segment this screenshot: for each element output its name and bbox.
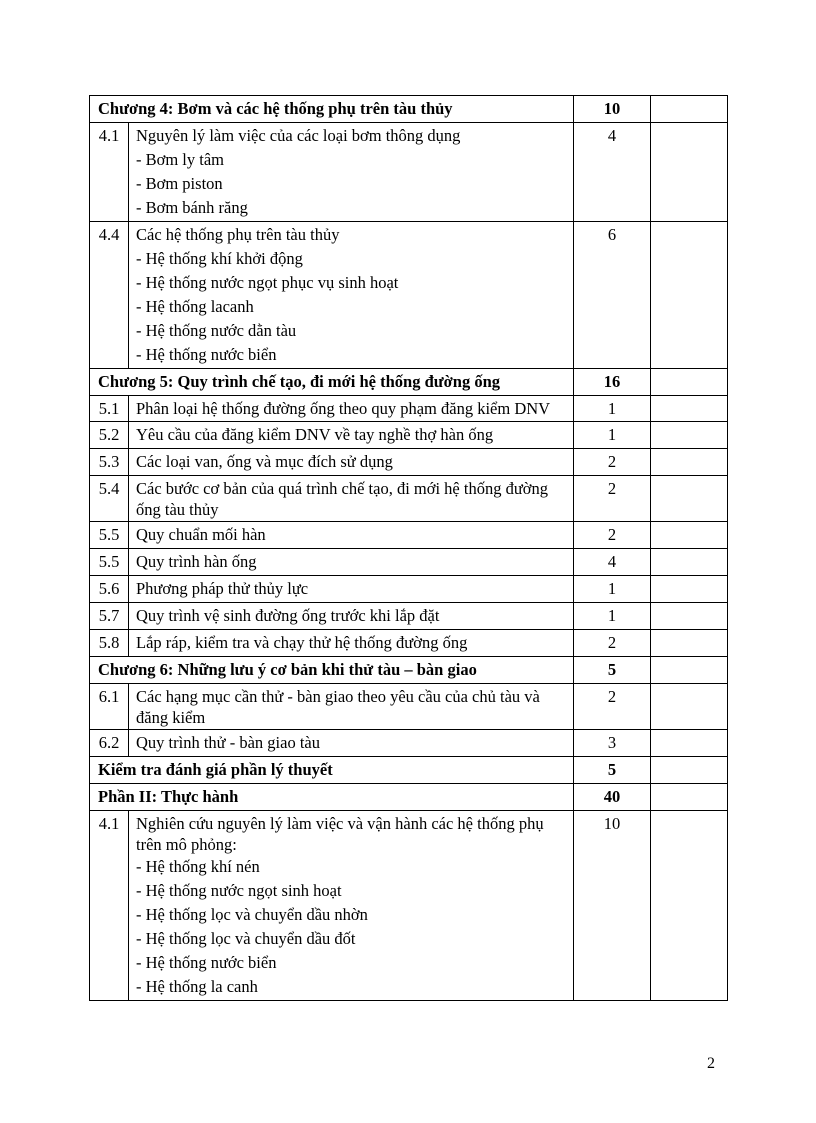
section-content xyxy=(129,630,574,657)
section-title: Các bước cơ bản của quá trình chế tạo, đi mới hệ thống đường ống tàu thủy xyxy=(136,479,549,519)
list-item: - Hệ thống khí khởi động xyxy=(136,249,303,268)
section-content xyxy=(129,123,574,222)
section-content xyxy=(129,449,574,476)
table-row xyxy=(90,449,728,476)
section-title: Yêu cầu của đăng kiểm DNV về tay nghề thợ hàn ống xyxy=(136,425,494,444)
chapter-row xyxy=(90,757,728,784)
chapter-title: Phần II: Thực hành xyxy=(90,784,574,811)
section-code: 6.1 xyxy=(90,684,129,730)
list-item: - Hệ thống lacanh xyxy=(136,297,254,316)
hours-cell: 4 xyxy=(574,123,651,222)
table-row xyxy=(90,549,728,576)
hours-cell: 16 xyxy=(574,369,651,396)
section-content xyxy=(129,422,574,449)
section-content xyxy=(129,476,574,522)
table-row xyxy=(90,630,728,657)
notes-cell xyxy=(651,476,728,522)
notes-cell xyxy=(651,811,728,1001)
chapter-row xyxy=(90,657,728,684)
section-code: 5.7 xyxy=(90,603,129,630)
section-code: 5.5 xyxy=(90,549,129,576)
section-code: 5.5 xyxy=(90,522,129,549)
hours-cell: 2 xyxy=(574,476,651,522)
hours-cell: 40 xyxy=(574,784,651,811)
section-content xyxy=(129,811,574,1001)
section-code: 4.4 xyxy=(90,222,129,369)
section-title: Phương pháp thử thủy lực xyxy=(136,579,309,598)
hours-cell: 1 xyxy=(574,422,651,449)
section-content xyxy=(129,222,574,369)
notes-cell xyxy=(651,396,728,422)
section-code: 5.3 xyxy=(90,449,129,476)
notes-cell xyxy=(651,222,728,369)
section-title: Quy trình hàn ống xyxy=(136,552,257,571)
chapter-row xyxy=(90,96,728,123)
chapter-title: Chương 5: Quy trình chế tạo, đi mới hệ thống đường ống xyxy=(90,369,574,396)
list-item: - Bơm bánh răng xyxy=(136,198,248,217)
chapter-row xyxy=(90,784,728,811)
table-row xyxy=(90,422,728,449)
hours-cell: 5 xyxy=(574,757,651,784)
syllabus-table xyxy=(89,95,728,1001)
table-row xyxy=(90,684,728,730)
table-row xyxy=(90,396,728,422)
table-row xyxy=(90,222,728,369)
hours-cell: 2 xyxy=(574,630,651,657)
page-number: 2 xyxy=(707,1055,715,1072)
section-title: Các hệ thống phụ trên tàu thủy xyxy=(136,225,340,244)
section-content xyxy=(129,603,574,630)
table-row xyxy=(90,811,728,1001)
list-item: - Hệ thống nước ngọt sinh hoạt xyxy=(136,881,342,900)
section-code: 5.8 xyxy=(90,630,129,657)
section-code: 4.1 xyxy=(90,123,129,222)
hours-cell: 4 xyxy=(574,549,651,576)
chapter-title: Kiểm tra đánh giá phần lý thuyết xyxy=(90,757,574,784)
section-code: 5.1 xyxy=(90,396,129,422)
notes-cell xyxy=(651,549,728,576)
notes-cell xyxy=(651,657,728,684)
section-content xyxy=(129,576,574,603)
hours-cell: 10 xyxy=(574,96,651,123)
notes-cell xyxy=(651,522,728,549)
section-content xyxy=(129,730,574,757)
hours-cell: 10 xyxy=(574,811,651,1001)
hours-cell: 3 xyxy=(574,730,651,757)
hours-cell: 2 xyxy=(574,522,651,549)
section-content xyxy=(129,684,574,730)
table-row xyxy=(90,603,728,630)
section-code: 4.1 xyxy=(90,811,129,1001)
list-item: - Hệ thống khí nén xyxy=(136,857,260,876)
hours-cell: 1 xyxy=(574,396,651,422)
section-code: 5.2 xyxy=(90,422,129,449)
list-item: - Hệ thống la canh xyxy=(136,977,258,996)
section-code: 5.4 xyxy=(90,476,129,522)
notes-cell xyxy=(651,630,728,657)
section-code: 6.2 xyxy=(90,730,129,757)
chapter-title: Chương 6: Những lưu ý cơ bản khi thử tàu – bàn giao xyxy=(90,657,574,684)
section-title: Phân loại hệ thống đường ống theo quy phạm đăng kiểm DNV xyxy=(136,399,551,418)
section-code: 5.6 xyxy=(90,576,129,603)
hours-cell: 2 xyxy=(574,684,651,730)
notes-cell xyxy=(651,96,728,123)
hours-cell: 2 xyxy=(574,449,651,476)
chapter-row xyxy=(90,369,728,396)
notes-cell xyxy=(651,422,728,449)
section-title: Các loại van, ống và mục đích sử dụng xyxy=(136,452,393,471)
list-item: - Hệ thống lọc và chuyển dầu nhờn xyxy=(136,905,368,924)
list-item: - Hệ thống nước biển xyxy=(136,953,277,972)
list-item: - Bơm ly tâm xyxy=(136,150,225,169)
table-row xyxy=(90,476,728,522)
notes-cell xyxy=(651,576,728,603)
section-title: Các hạng mục cần thử - bàn giao theo yêu cầu của chủ tàu và đăng kiểm xyxy=(136,687,540,727)
chapter-title: Chương 4: Bơm và các hệ thống phụ trên tàu thủy xyxy=(90,96,574,123)
list-item: - Hệ thống nước dằn tàu xyxy=(136,321,297,340)
hours-cell: 1 xyxy=(574,576,651,603)
list-item: - Hệ thống nước biển xyxy=(136,345,277,364)
section-title: Lắp ráp, kiểm tra và chạy thử hệ thống đường ống xyxy=(136,633,468,652)
section-content xyxy=(129,549,574,576)
list-item: - Hệ thống nước ngọt phục vụ sinh hoạt xyxy=(136,273,399,292)
notes-cell xyxy=(651,123,728,222)
notes-cell xyxy=(651,757,728,784)
hours-cell: 6 xyxy=(574,222,651,369)
section-title: Nguyên lý làm việc của các loại bơm thông dụng xyxy=(136,126,461,145)
hours-cell: 5 xyxy=(574,657,651,684)
notes-cell xyxy=(651,603,728,630)
table-row xyxy=(90,576,728,603)
table-row xyxy=(90,522,728,549)
section-title: Quy trình vệ sinh đường ống trước khi lắp đặt xyxy=(136,606,440,625)
notes-cell xyxy=(651,730,728,757)
section-title: Nghiên cứu nguyên lý làm việc và vận hành các hệ thống phụ trên mô phỏng: xyxy=(136,814,544,854)
section-content xyxy=(129,522,574,549)
notes-cell xyxy=(651,449,728,476)
hours-cell: 1 xyxy=(574,603,651,630)
list-item: - Bơm piston xyxy=(136,174,223,193)
section-title: Quy chuẩn mối hàn xyxy=(136,525,266,544)
table-row xyxy=(90,123,728,222)
section-title: Quy trình thử - bàn giao tàu xyxy=(136,733,320,752)
notes-cell xyxy=(651,684,728,730)
table-row xyxy=(90,730,728,757)
notes-cell xyxy=(651,784,728,811)
notes-cell xyxy=(651,369,728,396)
list-item: - Hệ thống lọc và chuyển dầu đốt xyxy=(136,929,356,948)
section-content xyxy=(129,396,574,422)
